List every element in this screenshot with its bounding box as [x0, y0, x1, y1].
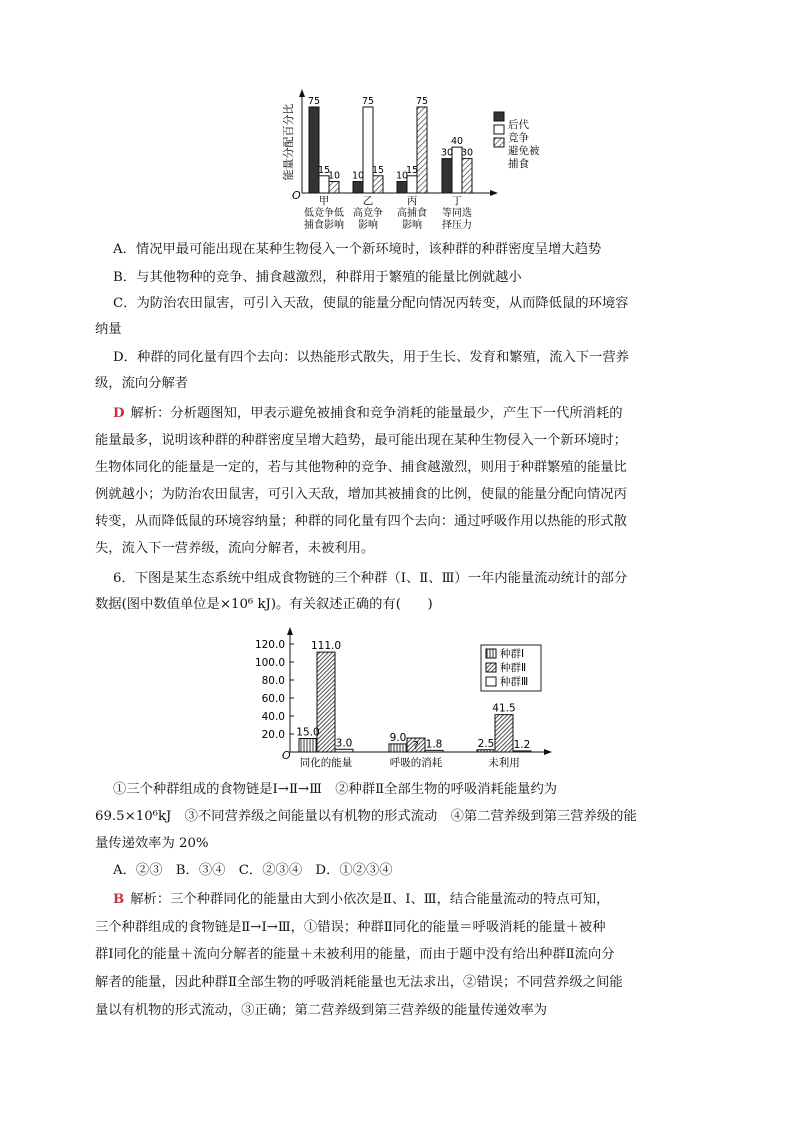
q5-analysis-line6: 失，流入下一营养级，流向分解者，未被利用。 [95, 541, 375, 556]
q6-statements-line2: 69.5×10⁶kJ ③不同营养级之间能量以有机物的形式流动 ④第二营养级到第三营养级的能 [95, 809, 637, 824]
chart2-ytick-label: 80.0 [261, 675, 285, 687]
chart2-bar-种群Ⅲ-同化的能量 [335, 749, 353, 752]
chart1-category-sublabel: 低竞争低 [304, 208, 344, 219]
q5-option-c-line1: C．为防治农田鼠害，可引入天敌，使鼠的能量分配向情况丙转变，从而降低鼠的环境容 [113, 296, 629, 311]
chart2-ytick-label: 20.0 [261, 729, 285, 741]
q6-stem-line2: 数据(图中数值单位是×10⁶ kJ)。有关叙述正确的有( ) [95, 597, 433, 612]
chart2-ytick-label: 120.0 [254, 639, 285, 651]
chart1-bar-甲-避免被捕食 [329, 182, 339, 193]
chart1-legend-label: 后代 [508, 119, 529, 131]
q6-statements-line1: ①三个种群组成的食物链是Ⅰ→Ⅱ→Ⅲ ②种群Ⅱ全部生物的呼吸消耗能量约为 [113, 782, 558, 797]
q6-analysis-line4: 解者的能量，因此种群Ⅱ全部生物的呼吸消耗能量也无法求出，②错误；不同营养级之间能 [95, 975, 623, 990]
chart2-value-label: 41.5 [492, 702, 516, 715]
chart2-y-arrow [287, 627, 293, 635]
chart1-legend-swatch [494, 112, 504, 121]
chart2-bar-种群Ⅰ-呼吸的消耗 [389, 744, 407, 752]
chart2-bar-种群Ⅲ-未利用 [513, 751, 531, 752]
chart1-category-sublabel: 捕食影响 [304, 220, 344, 231]
chart2-legend-swatch [486, 649, 496, 658]
chart1-value-label: 75 [415, 96, 429, 107]
chart1-bar-丙-避免被捕食 [417, 107, 427, 193]
chart2-ytick-label: 40.0 [261, 711, 285, 723]
chart2-value-label: 111.0 [310, 640, 342, 653]
chart1-value-label: 10 [351, 170, 365, 182]
chart1-category-label: 丁 [451, 195, 463, 207]
q5-option-d-line1: D．种群的同化量有四个去向：以热能形式散失，用于生长、发育和繁殖，流入下一营养 [113, 350, 629, 365]
q5-option-c-line2: 纳量 [95, 322, 122, 337]
chart1-bar-乙-后代 [353, 182, 363, 193]
chart2-category-label: 未利用 [488, 757, 520, 769]
chart1-value-label: 10 [395, 170, 409, 182]
chart2-x-arrow [544, 749, 552, 755]
chart1-value-label: 15 [405, 164, 419, 176]
chart2-origin: O [282, 749, 291, 762]
chart1-value-label: 30 [460, 147, 474, 159]
chart1-category-sublabel: 高竞争 [353, 208, 383, 219]
chart1-value-label: 15 [371, 164, 385, 176]
chart1-category-sublabel: 择压力 [442, 220, 472, 231]
q5-analysis-line2: 能量最多，说明该种群的种群密度呈增大趋势，最可能出现在某种生物侵入一个新环境时； [95, 433, 627, 448]
chart1-category-label: 乙 [362, 195, 374, 207]
chart1-value-label: 75 [307, 96, 321, 107]
chart1-bar-丁-后代 [442, 159, 452, 193]
chart1-legend-label: 竞争 [508, 132, 529, 144]
chart1-category-sublabel: 等同选 [442, 208, 472, 219]
chart2-value-label: ? [413, 740, 419, 753]
chart1-bar-乙-避免被捕食 [373, 176, 383, 193]
chart2-bar-种群Ⅲ-呼吸的消耗 [425, 750, 443, 752]
chart-energy-allocation [281, 89, 540, 231]
chart2-value-label: 9.0 [389, 731, 407, 744]
chart1-value-label: 15 [317, 164, 331, 176]
chart2-category-label: 同化的能量 [299, 757, 353, 769]
chart1-legend-swatch [494, 138, 504, 147]
q5-analysis-line3: 生物体同化的能量是一定的，若与其他物种的竞争、捕食越激烈，则用于种群繁殖的能量比 [95, 460, 627, 475]
q6-statements-line3: 量传递效率为 20% [95, 836, 209, 851]
chart1-origin: O [292, 189, 301, 202]
chart1-bar-丙-后代 [397, 182, 407, 193]
chart2-value-label: 3.0 [335, 737, 353, 750]
chart2-ytick-label: 60.0 [261, 693, 285, 705]
chart2-bar-种群Ⅱ-未利用 [495, 715, 513, 752]
q6-stem-line1: 6．下图是某生态系统中组成食物链的三个种群（Ⅰ、Ⅱ、Ⅲ）一年内能量流动统计的部分 [113, 571, 628, 586]
chart1-category-sublabel: 高捕食 [397, 208, 427, 219]
chart2-value-label: 1.2 [513, 738, 531, 751]
q5-analysis-line5: 转变，从而降低鼠的环境容纳量；种群的同化量有四个去向：通过呼吸作用以热能的形式散 [95, 514, 627, 529]
chart1-category-label: 丙 [406, 195, 418, 207]
q5-answer: D [113, 406, 125, 421]
chart1-category-sublabel: 影响 [402, 220, 422, 231]
chart1-bar-乙-竞争 [363, 107, 373, 193]
chart1-value-label: 30 [440, 147, 454, 159]
chart1-ylabel: 能量分配百分比 [282, 103, 295, 181]
q5-option-d-line2: 级，流向分解者 [95, 376, 189, 391]
chart2-bar-种群Ⅰ-未利用 [477, 750, 495, 752]
chart1-legend-swatch [494, 125, 504, 134]
q5-analysis-line4: 例就越小；为防治农田鼠害，可引入天敌，增加其被捕食的比例，使鼠的能量分配向情况丙 [95, 487, 627, 502]
chart2-legend-label: 种群Ⅱ [500, 662, 527, 674]
chart1-x-arrow [490, 190, 498, 196]
chart2-value-label: 2.5 [477, 737, 495, 750]
q6-analysis-line2: 三个种群组成的食物链是Ⅱ→Ⅰ→Ⅲ，①错误；种群Ⅱ同化的能量＝呼吸消耗的能量＋被种 [95, 920, 606, 935]
q5-option-a: A．情况甲最可能出现在某种生物侵入一个新环境时，该种群的种群密度呈增大趋势 [113, 242, 602, 257]
chart2-legend-swatch [486, 677, 496, 686]
chart1-category-sublabel: 影响 [358, 220, 378, 231]
chart2-legend-swatch [486, 663, 496, 672]
chart1-value-label: 40 [450, 136, 464, 148]
chart1-legend-label: 捕食 [508, 158, 529, 170]
q5-analysis-line1: D 解析：分析题图知，甲表示避免被捕食和竞争消耗的能量最少，产生下一代所消耗的 [113, 406, 623, 421]
chart1-bar-丙-竞争 [407, 176, 417, 193]
chart2-value-label: 15.0 [296, 726, 320, 739]
chart-energy-flow [255, 627, 552, 769]
q6-analysis-line1: B 解析：三个种群同化的能量由大到小依次是Ⅱ、Ⅰ、Ⅲ，结合能量流动的特点可知， [113, 892, 610, 907]
q6-analysis-line3: 群Ⅰ同化的能量＋流向分解者的能量＋未被利用的能量，而由于题中没有给出种群Ⅱ流向分 [95, 947, 615, 962]
chart2-bar-种群Ⅰ-同化的能量 [299, 739, 317, 753]
q6-answer: B [113, 892, 125, 907]
chart1-legend-label: 避免被 [508, 145, 540, 157]
chart1-value-label: 10 [327, 170, 341, 182]
chart1-value-label: 75 [361, 96, 375, 107]
q6-options: A．②③ B．③④ C．②③④ D．①②③④ [113, 863, 393, 878]
chart2-ytick-label: 100.0 [254, 657, 285, 669]
chart2-legend-label: 种群Ⅲ [500, 676, 529, 688]
chart2-value-label: 1.8 [425, 738, 443, 751]
chart1-category-label: 甲 [318, 195, 330, 207]
chart1-bar-丁-避免被捕食 [462, 159, 472, 193]
chart2-legend-label: 种群Ⅰ [500, 648, 525, 660]
q6-analysis-line5: 量以有机物的形式流动，③正确；第二营养级到第三营养级的能量传递效率为 [95, 1003, 548, 1018]
chart1-y-arrow [299, 89, 305, 97]
chart2-category-label: 呼吸的消耗 [389, 757, 443, 769]
q5-option-b: B．与其他物种的竞争、捕食越激烈，种群用于繁殖的能量比例就越小 [113, 270, 522, 285]
chart1-bar-甲-后代 [309, 107, 319, 193]
